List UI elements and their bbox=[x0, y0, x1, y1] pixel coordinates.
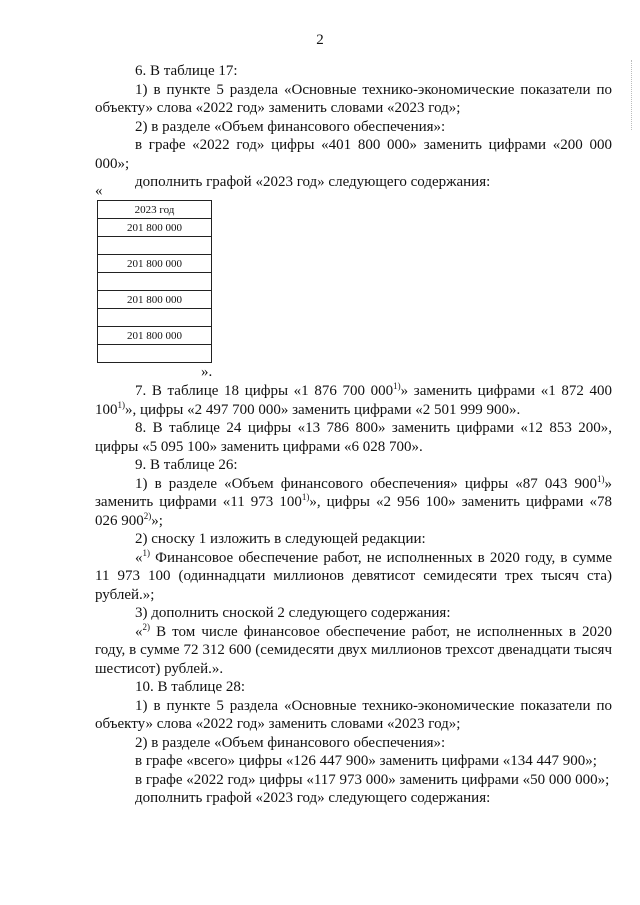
paragraph: 7. В таблице 18 цифры «1 876 700 000$^{1)}$» заменить цифрами «1 872 400 100$^{1)}$», цифры «2 497 700 000» заменить цифрами «2 501 999 900». bbox=[95, 381, 612, 418]
paragraph: 8. В таблице 24 цифры «13 786 800» заменить цифрами «12 853 200», цифры «5 095 100» заменить цифрами «6 028 700». bbox=[95, 420, 612, 455]
table-cell: 201 800 000 bbox=[98, 255, 212, 273]
paragraph: дополнить графой «2023 год» следующего содержания: bbox=[135, 174, 491, 190]
table-cell: 201 800 000 bbox=[98, 327, 212, 345]
paragraph: 1) в разделе «Объем финансового обеспечения» цифры «87 043 900$^{1)}$» заменить цифрами «11 973 100$^{1)}$», цифры «2 956 100» заменить цифрами «78 026 900$^{2)}$»; bbox=[95, 473, 612, 529]
paragraph: 1) в пункте 5 раздела «Основные технико-экономические показатели по объекту» слова «2022 год» заменить словами «2023 год»; bbox=[95, 697, 612, 732]
paragraph: 9. В таблице 26: bbox=[135, 457, 238, 473]
table-cell bbox=[98, 273, 212, 291]
paragraph: 10. В таблице 28: bbox=[135, 679, 246, 695]
text-block-bottom bbox=[95, 382, 612, 808]
page-number: 2 bbox=[316, 32, 324, 48]
insert-table bbox=[97, 200, 212, 363]
paragraph: 2) в разделе «Объем финансового обеспечения»: bbox=[135, 118, 446, 135]
paragraph: 1) в пункте 5 раздела «Основные технико-экономические показатели по объекту» слова «2022 год» заменить словами «2023 год»; bbox=[95, 81, 612, 116]
paragraph: дополнить графой «2023 год» следующего содержания: bbox=[135, 790, 491, 806]
table-cell bbox=[98, 237, 212, 255]
paragraph: 3) дополнить сноской 2 следующего содержания: bbox=[135, 605, 451, 621]
open-quote: « bbox=[95, 183, 103, 199]
close-quote: ». bbox=[201, 364, 213, 380]
paragraph: «$^{2)}$ В том числе финансовое обеспечение работ, не исполненных в 2020 году, в сумме 72 312 600 (семидесяти двух миллионов трехсот двенадцати тысяч шестисот) рублей.». bbox=[95, 621, 612, 677]
text-block-top bbox=[95, 62, 612, 192]
table-cell bbox=[98, 309, 212, 327]
paragraph: 2) сноску 1 изложить в следующей редакции: bbox=[135, 531, 426, 547]
paragraph: в графе «2022 год» цифры «117 973 000» заменить цифрами «50 000 000»; bbox=[135, 771, 610, 788]
table-header: 2023 год bbox=[98, 201, 212, 219]
paragraph: в графе «2022 год» цифры «401 800 000» заменить цифрами «200 000 000»; bbox=[95, 137, 612, 172]
margin-mark bbox=[631, 60, 636, 130]
paragraph: «$^{1)}$ Финансовое обеспечение работ, не исполненных в 2020 году, в сумме 11 973 100 (одиннадцати миллионов девятисот семидесяти трех тысяч ста) рублей.»; bbox=[95, 547, 612, 603]
table-cell: 201 800 000 bbox=[98, 291, 212, 309]
table-cell bbox=[98, 345, 212, 363]
paragraph: 6. В таблице 17: bbox=[135, 63, 238, 79]
paragraph: в графе «всего» цифры «126 447 900» заменить цифрами «134 447 900»; bbox=[135, 753, 597, 769]
insert-table-block bbox=[95, 182, 612, 381]
table-cell: 201 800 000 bbox=[98, 219, 212, 237]
paragraph: 2) в разделе «Объем финансового обеспечения»: bbox=[135, 734, 446, 751]
